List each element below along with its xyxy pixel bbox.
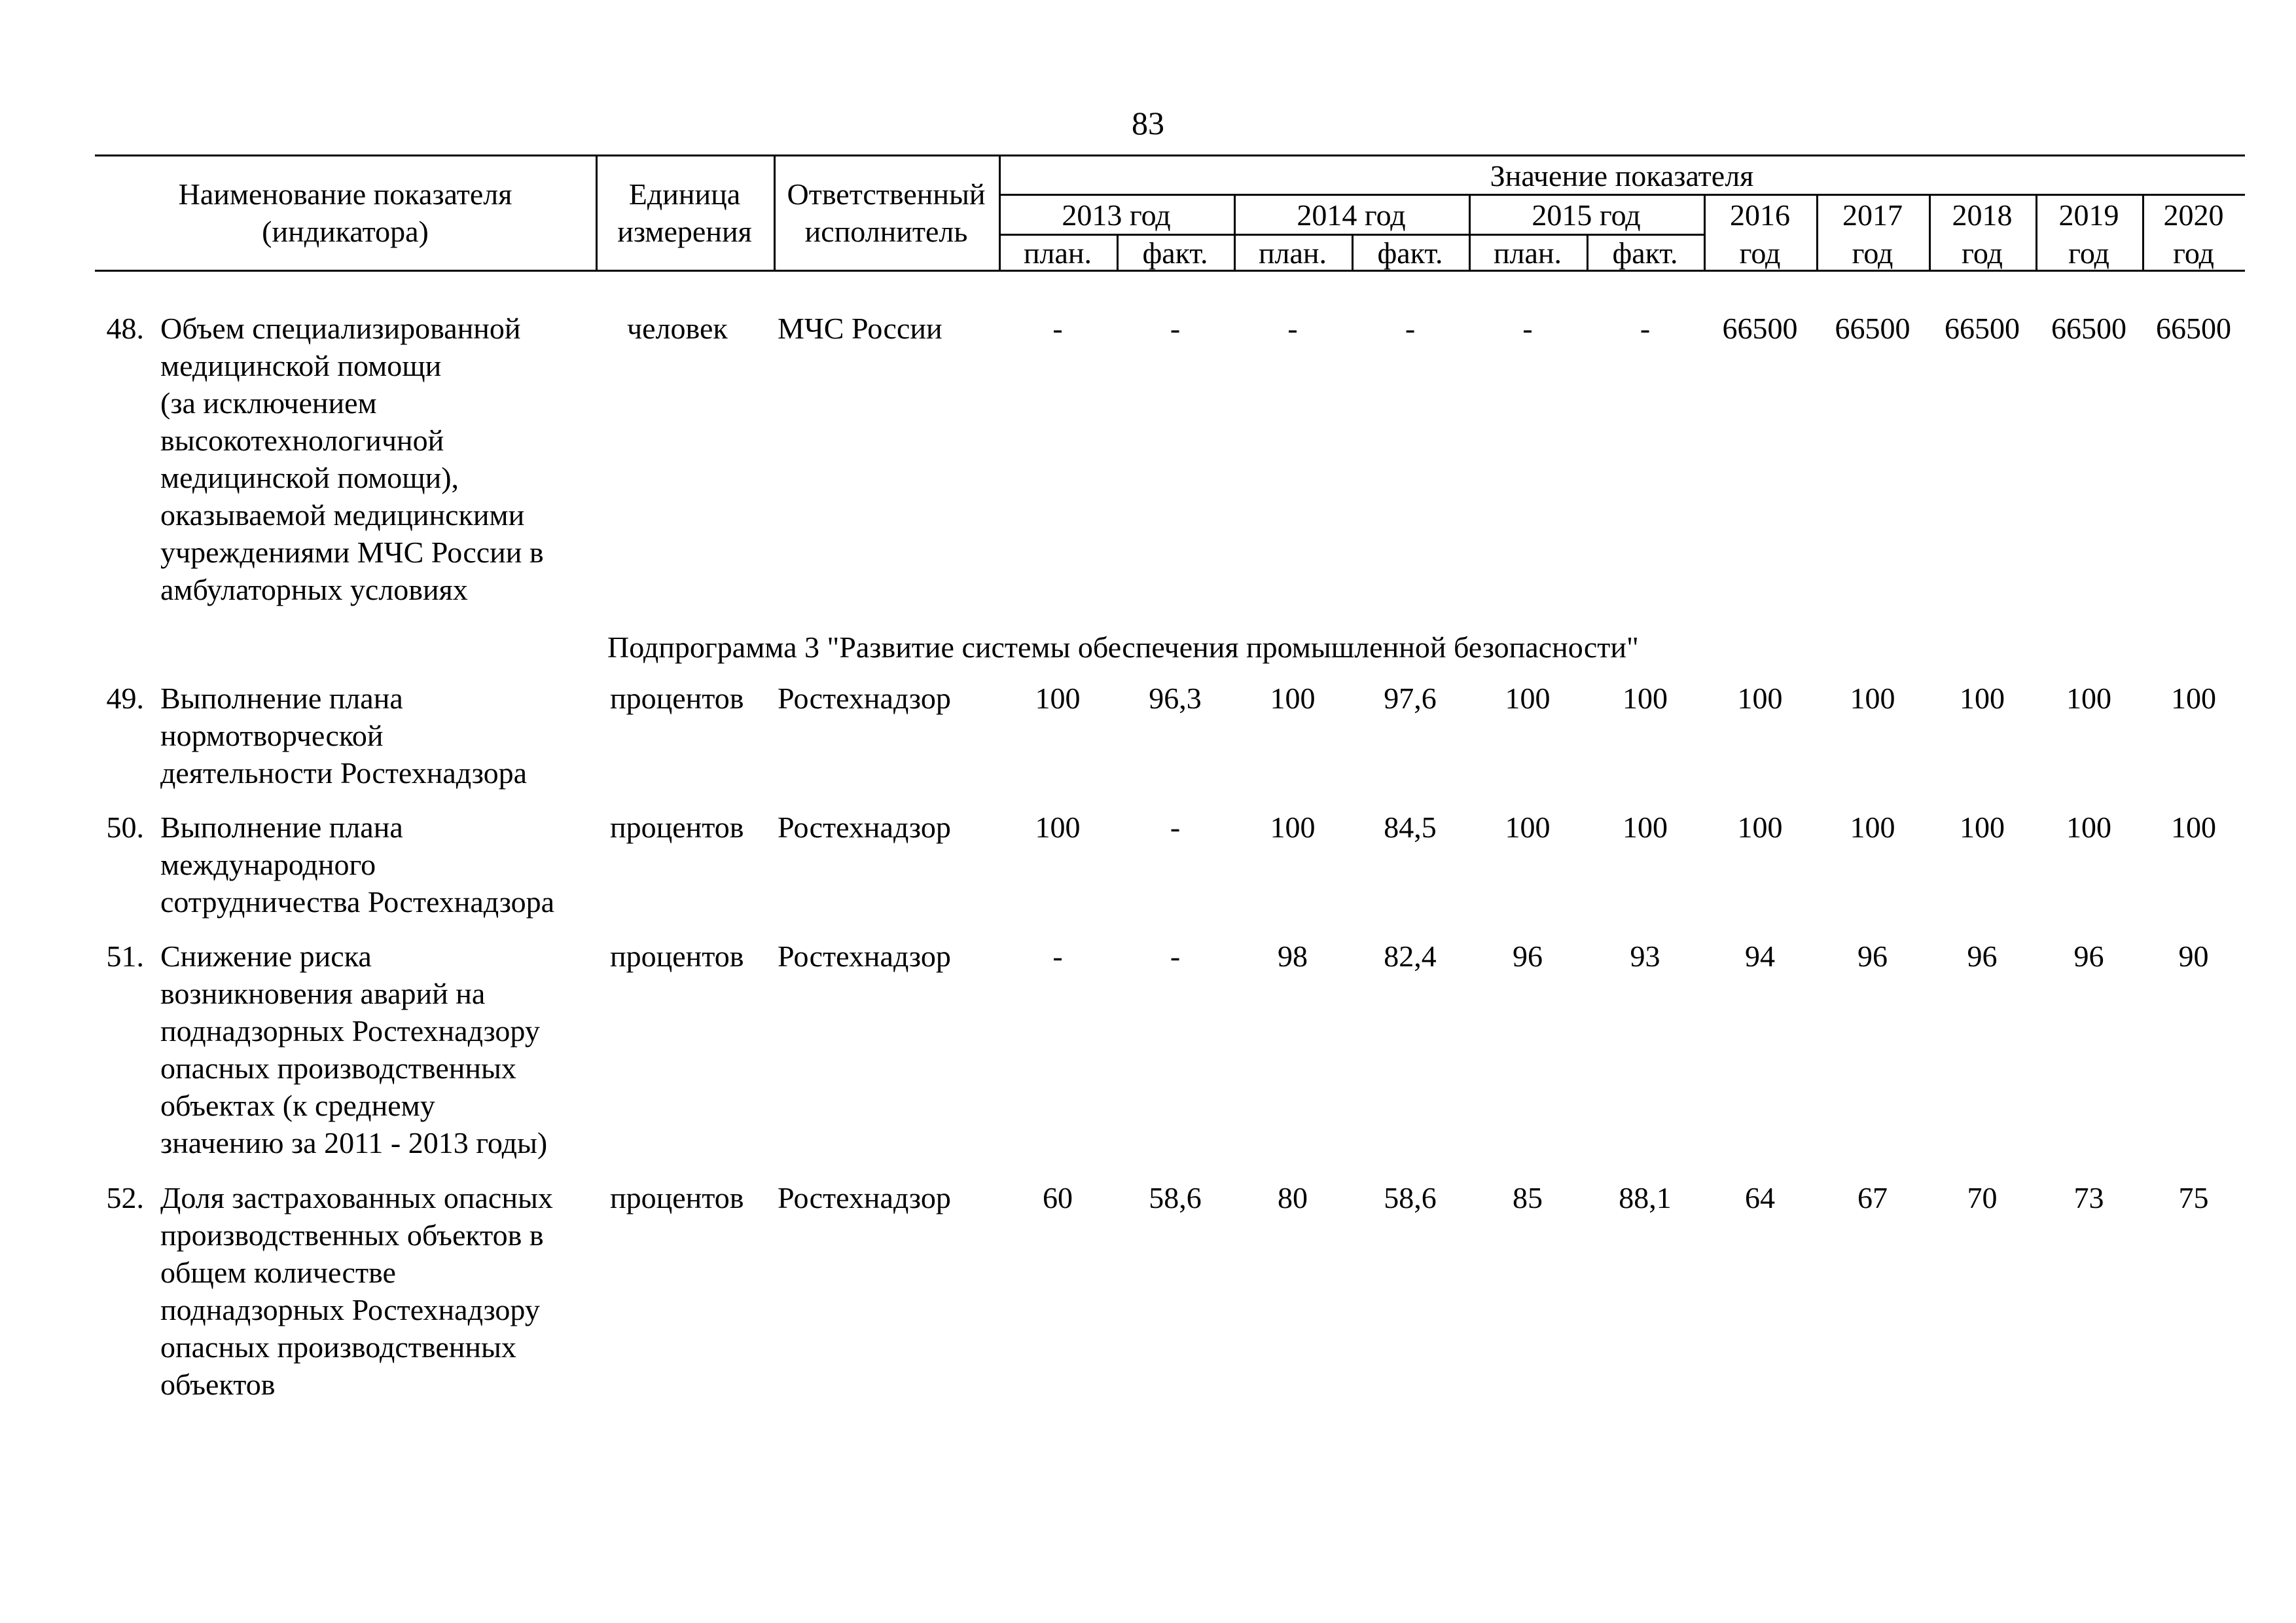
header-2014-plan: план. (1258, 236, 1327, 270)
value-2014-fact: 97,6 (1384, 682, 1437, 715)
value-2018: 96 (1967, 939, 1998, 973)
header-year-2020: 2020 (2163, 198, 2224, 232)
value-2013-fact: - (1170, 312, 1181, 345)
row-number: 49. (106, 682, 144, 715)
header-year-2018: 2018 (1952, 198, 2013, 232)
value-2014-plan: 98 (1278, 939, 1308, 973)
value-2016: 66500 (1722, 312, 1798, 345)
row-indicator-name: Снижение риска возникновения аварий на поднадзорных Ростехнадзору опасных производственных объектах (к среднему значению за 2011 - 2013 годы) (160, 939, 548, 1159)
value-2015-fact: - (1640, 312, 1651, 345)
header-year-2013: 2013 год (1062, 198, 1171, 232)
header-executor-line2: исполнитель (804, 215, 968, 248)
value-2018: 70 (1967, 1181, 1998, 1214)
value-2014-plan: 100 (1270, 811, 1316, 844)
row-unit: человек (627, 312, 728, 345)
header-year-2014: 2014 год (1297, 198, 1406, 232)
value-2017: 67 (1857, 1181, 1888, 1214)
value-2017: 100 (1850, 682, 1895, 715)
row-number: 51. (106, 939, 144, 973)
value-2018: 66500 (1945, 312, 2020, 345)
value-2018: 100 (1960, 811, 2005, 844)
value-2013-plan: 60 (1043, 1181, 1073, 1214)
header-2019-god: год (2068, 236, 2109, 270)
row-executor: Ростехнадзор (778, 939, 951, 973)
value-2016: 64 (1745, 1181, 1775, 1214)
value-2015-plan: 100 (1505, 811, 1551, 844)
row-number: 50. (106, 811, 144, 844)
value-2013-fact: - (1170, 811, 1181, 844)
row-unit: процентов (610, 682, 744, 715)
value-2020: 75 (2178, 1181, 2209, 1214)
row-number: 48. (106, 312, 144, 345)
header-2017-god: год (1852, 236, 1893, 270)
value-2015-fact: 93 (1630, 939, 1660, 973)
value-2016: 94 (1745, 939, 1775, 973)
value-2013-plan: 100 (1035, 811, 1081, 844)
row-executor: Ростехнадзор (778, 811, 951, 844)
value-2019: 66500 (2051, 312, 2126, 345)
value-2014-fact: 84,5 (1384, 811, 1437, 844)
value-2013-fact: 58,6 (1149, 1181, 1202, 1214)
row-executor: МЧС России (778, 312, 942, 345)
value-2015-fact: 100 (1623, 682, 1668, 715)
header-2015-fact: факт. (1612, 236, 1678, 270)
row-indicator-name: Доля застрахованных опасных производственных объектов в общем количестве поднадзорных Ростехнадзору опасных производственных объектов (160, 1181, 553, 1401)
header-2018-god: год (1962, 236, 2003, 270)
value-2013-fact: 96,3 (1149, 682, 1202, 715)
value-2013-plan: - (1052, 939, 1063, 973)
value-2015-fact: 88,1 (1619, 1181, 1672, 1214)
header-2014-fact: факт. (1377, 236, 1443, 270)
value-2013-plan: - (1052, 312, 1063, 345)
header-unit-line2: измерения (617, 215, 752, 248)
header-unit-line1: Единица (628, 177, 741, 211)
value-2015-plan: - (1522, 312, 1533, 345)
row-unit: процентов (610, 1181, 744, 1214)
value-2014-plan: 100 (1270, 682, 1316, 715)
value-2019: 96 (2073, 939, 2104, 973)
row-executor: Ростехнадзор (778, 1181, 951, 1214)
value-2013-plan: 100 (1035, 682, 1081, 715)
value-2014-plan: - (1287, 312, 1298, 345)
header-name-line1: Наименование показателя (178, 177, 512, 211)
row-unit: процентов (610, 811, 744, 844)
value-2014-fact: 58,6 (1384, 1181, 1437, 1214)
row-executor: Ростехнадзор (778, 682, 951, 715)
value-2015-plan: 85 (1513, 1181, 1543, 1214)
value-2020: 66500 (2156, 312, 2231, 345)
header-name-line2: (индикатора) (262, 215, 429, 248)
value-2014-fact: - (1405, 312, 1416, 345)
value-2015-plan: 100 (1505, 682, 1551, 715)
header-year-2017: 2017 (1842, 198, 1903, 232)
header-year-2015: 2015 год (1532, 198, 1641, 232)
row-indicator-name: Объем специализированной медицинской помощи (за исключением высокотехнологичной медицинской помощи), оказываемой медицинскими учреждениями МЧС России в амбулаторных условиях (160, 312, 544, 606)
page-number: 83 (1132, 105, 1164, 141)
header-2020-god: год (2173, 236, 2214, 270)
value-2013-fact: - (1170, 939, 1181, 973)
value-2019: 100 (2066, 811, 2111, 844)
header-2016-god: год (1739, 236, 1781, 270)
subprogram-title: Подпрограмма 3 "Развитие системы обеспечения промышленной безопасности" (607, 630, 1639, 664)
value-2017: 100 (1850, 811, 1895, 844)
header-value-group: Значение показателя (1490, 159, 1754, 192)
value-2014-plan: 80 (1278, 1181, 1308, 1214)
table-top-rule (95, 155, 2245, 156)
header-2015-plan: план. (1493, 236, 1562, 270)
value-2014-fact: 82,4 (1384, 939, 1437, 973)
value-2020: 100 (2171, 811, 2216, 844)
header-2013-plan: план. (1023, 236, 1092, 270)
row-number: 52. (106, 1181, 144, 1214)
value-2019: 73 (2073, 1181, 2104, 1214)
row-indicator-name: Выполнение плана нормотворческой деятельности Ростехнадзора (160, 682, 528, 790)
header-2013-fact: факт. (1142, 236, 1208, 270)
header-executor-line1: Ответственный (787, 177, 986, 211)
value-2017: 96 (1857, 939, 1888, 973)
value-2016: 100 (1737, 682, 1783, 715)
value-2017: 66500 (1835, 312, 1910, 345)
value-2016: 100 (1737, 811, 1783, 844)
header-year-2019: 2019 (2058, 198, 2119, 232)
value-2020: 100 (2171, 682, 2216, 715)
row-indicator-name: Выполнение плана международного сотрудничества Ростехнадзора (160, 811, 555, 919)
row-unit: процентов (610, 939, 744, 973)
value-2018: 100 (1960, 682, 2005, 715)
value-2020: 90 (2178, 939, 2209, 973)
value-2015-plan: 96 (1513, 939, 1543, 973)
value-2019: 100 (2066, 682, 2111, 715)
value-2015-fact: 100 (1623, 811, 1668, 844)
header-year-2016: 2016 (1730, 198, 1790, 232)
